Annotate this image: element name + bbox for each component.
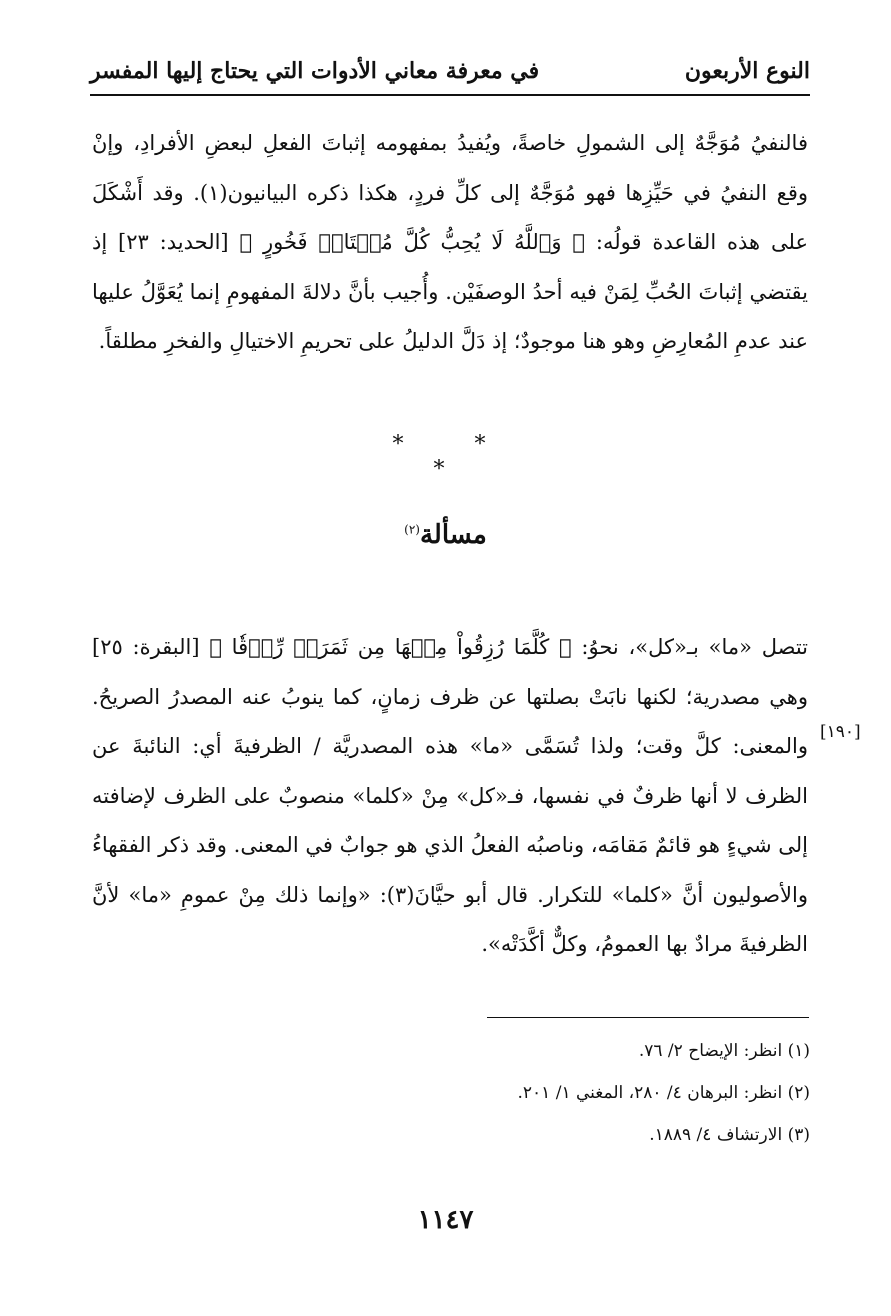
- section-title: [0, 520, 891, 550]
- paragraph-2: تتصل «ما» بـ«كل»، نحوُ: ﴿ كُلَّمَا رُزِقُواْ مِنۡهَا مِن ثَمَرَةٖ رِّزۡقٗا ﴾ [البقرة: ٢٥] وهي مصدرية؛ لكنها نابَتْ بصلتها عن ظرف زمانٍ، كما ينوبُ عنه المصدرُ الصريحُ. والمعنى: كلَّ وقت؛ ولذا تُسَمَّى «ما» هذه المصدريَّة / الظرفيةَ أي: النائبةَ عن الظرف لا أنها ظرفٌ في نفسها، فـ«كل» مِنْ «كلما» منصوبٌ على الظرف لإضافته إلى شيءٍ هو قائمٌ مَقامَه، وناصبُه الفعلُ الذي هو جوابٌ في المعنى. وقد ذكر الفقهاءُ والأصوليون أنَّ «كلما» للتكرار. قال أبو حيَّانَ(٣): «وإنما ذلك مِنْ عمومِ «ما» لأنَّ الظرفيةَ مرادٌ بها العمومُ، وكلٌّ أكَّدَتْه».: [92, 635, 808, 956]
- page-number: ١١٤٧: [417, 1205, 474, 1235]
- section-separator: * * *: [392, 432, 518, 482]
- footnote-1: (١) انظر: الإيضاح ٢/ ٧٦.: [638, 1041, 810, 1061]
- paragraph-1: فالنفيُ مُوَجَّهٌ إلى الشمولِ خاصةً، ويُفيدُ بمفهومه إثباتَ الفعلِ لبعضِ الأفرادِ، وإنْ وقع النفيُ في حَيِّزِها فهو مُوَجَّهٌ إلى كلِّ فردٍ، هكذا ذكره البيانيون(١). وقد أَشْكَلَ على هذه القاعدة قولُه: ﴿ وَٱللَّهُ لَا يُحِبُّ كُلَّ مُخۡتَالٖ فَخُورٍ ﴾ [الحديد: ٢٣] إذ يقتضي إثباتَ الحُبِّ لِمَنْ فيه أحدُ الوصفَيْن. وأُجيب بأنَّ دلالةَ المفهومِ إنما يُعَوَّلُ عليها عند عدمِ المُعارِضِ وهو هنا موجودٌ؛ إذ دَلَّ الدليلُ على تحريمِ الاختيالِ والفخرِ مطلقاً.: [92, 131, 808, 353]
- section-title-text: مسألة: [419, 520, 487, 550]
- header-rule: [90, 94, 810, 96]
- manuscript-folio-ref: [١٩٠]: [820, 722, 861, 742]
- chapter-title: في معرفة معاني الأدوات التي يحتاج إليها المفسر: [90, 58, 540, 84]
- section-title-footnote-ref: (٢): [404, 522, 420, 537]
- running-header: [90, 52, 810, 96]
- footnote-3: (٣) الارتشاف ٤/ ١٨٨٩.: [649, 1125, 810, 1145]
- chapter-name: النوع الأربعون: [684, 58, 810, 84]
- footnote-2: (٢) انظر: البرهان ٤/ ٢٨٠، المغني ١/ ٢٠١.: [517, 1083, 810, 1103]
- footnote-rule: [487, 1017, 809, 1018]
- footnotes: [380, 1030, 810, 1156]
